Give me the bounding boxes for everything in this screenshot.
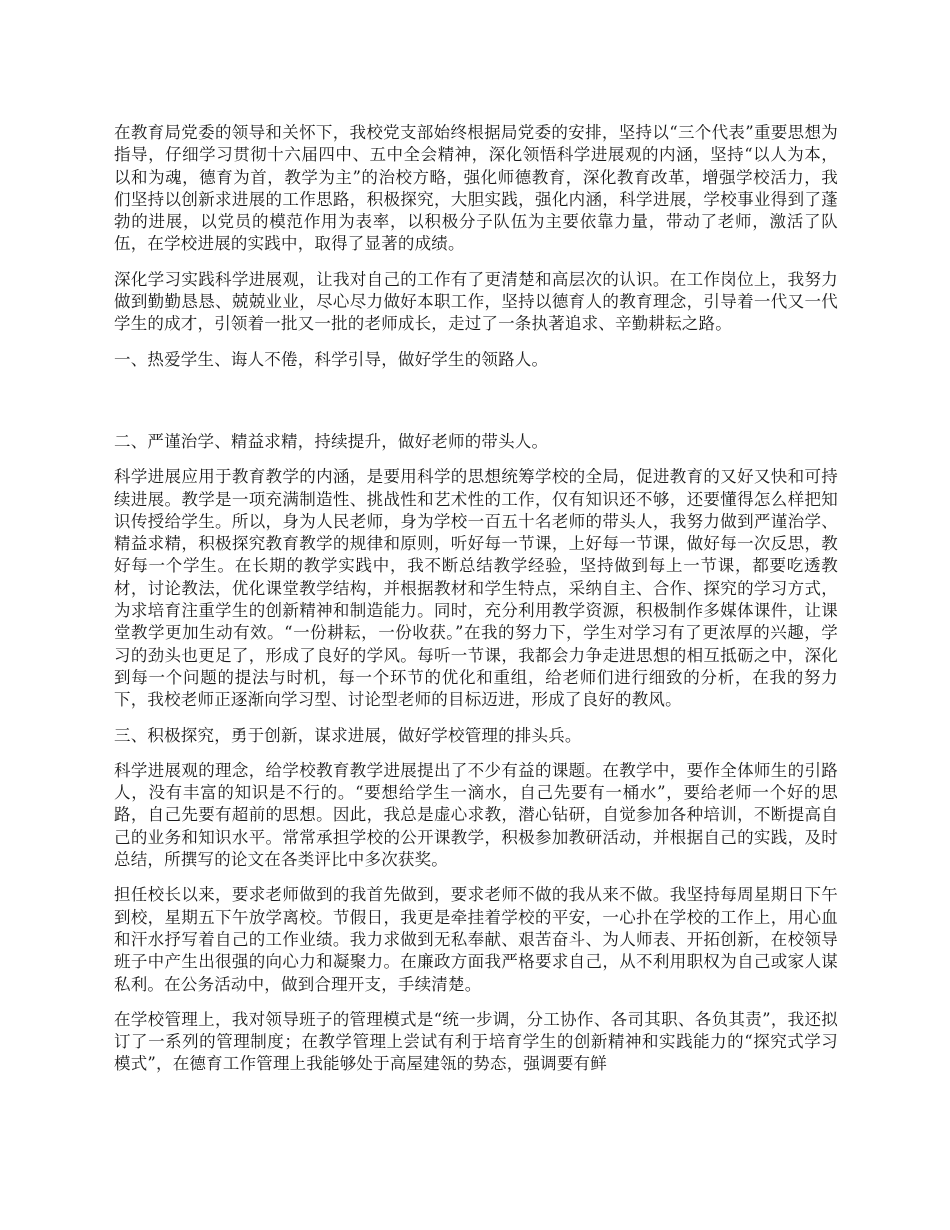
paragraph-principal: 担任校长以来，要求老师做到的我首先做到，要求老师不做的我从来不做。我坚持每周星期日下午到校，星期五下午放学离校。节假日，我更是牵挂着学校的平安，一心扑在学校的工作上，用心血和汗水抒写着自己的工作业绩。我力求做到无私奉献、艰苦奋斗、为人师表、开拓创新，在校领导班子中产生出很强的向心力和凝聚力。在廉政方面我严格要求自己，从不利用职权为自己或家人谋私利。在公务活动中，做到合理开支，手续清楚。 bbox=[114, 885, 838, 994]
section-heading-1: 一、热爱学生、诲人不倦，科学引导，做好学生的领路人。 bbox=[114, 349, 549, 369]
blank-space bbox=[114, 384, 838, 431]
paragraph-management: 在学校管理上，我对领导班子的管理模式是“统一步调，分工协作、各司其职、各负其责”，我还拟订了一系列的管理制度；在教学管理上尝试有利于培育学生的创新精神和实践能力的“探究式学习模式”，在德育工作管理上我能够处于高屋建瓴的势态，强调要有鲜 bbox=[114, 1009, 838, 1074]
section-heading-2: 二、严谨治学、精益求精，持续提升，做好老师的带头人。 bbox=[114, 431, 549, 451]
paragraph-teaching: 科学进展应用于教育教学的内涵，是要用科学的思想统筹学校的全局，促进教育的又好又快和可持续进展。教学是一项充满制造性、挑战性和艺术性的工作，仅有知识还不够，还要懂得怎么样把知识传授给学生。所以，身为人民老师，身为学校一百五十名老师的带头人，我努力做到严谨治学、精益求精，积极探究教育教学的规律和原则，听好每一节课，上好每一节课，做好每一次反思，教好每一个学生。在长期的教学实践中，我不断总结教学经验，坚持做到每上一节课，都要吃透教材，讨论教法，优化课堂教学结构，并根据教材和学生特点，采纳自主、合作、探究的学习方式，为求培育注重学生的创新精神和制造能力。同时，充分利用教学资源，积极制作多媒体课件，让课堂教学更加生动有效。“一份耕耘，一份收获。”在我的努力下，学生对学习有了更浓厚的兴趣，学习的劲头也更足了，形成了良好的学风。每听一节课，我都会力争走进思想的相互抵砺之中，深化到每一个问题的提法与时机，每一个环节的优化和重组，给老师们进行细致的分析，在我的努力下，我校老师正逐渐向学习型、讨论型老师的目标迈进，形成了良好的教风。 bbox=[114, 467, 838, 710]
paragraph-understanding: 深化学习实践科学进展观，让我对自己的工作有了更清楚和高层次的认识。在工作岗位上，我努力做到勤勤恳恳、兢兢业业，尽心尽力做好本职工作，坚持以德育人的教育理念，引导着一代又一代学生的成才，引领着一批又一批的老师成长，走过了一条执著追求、辛勤耕耘之路。 bbox=[114, 269, 838, 334]
paragraph-innovation: 科学进展观的理念，给学校教育教学进展提出了不少有益的课题。在教学中，要作全体师生的引路人，没有丰富的知识是不行的。“要想给学生一滴水，自己先要有一桶水”，要给老师一个好的思路，自己先要有超前的思想。因此，我总是虚心求教，潜心钻研，自觉参加各种培训，不断提高自己的业务和知识水平。常常承担学校的公开课教学，积极参加教研活动，并根据自己的实践，及时总结，所撰写的论文在各类评比中多次获奖。 bbox=[114, 760, 838, 870]
paragraph-intro: 在教育局党委的领导和关怀下，我校党支部始终根据局党委的安排，坚持以“三个代表”重要思想为指导，仔细学习贯彻十六届四中、五中全会精神，深化领悟科学进展观的内涵，坚持“以人为本，以和为魂，德育为首，教学为主”的治校方略，强化师德教育，深化教育改革，增强学校活力，我们坚持以创新求进展的工作思路，积极探究，大胆实践，强化内涵，科学进展，学校事业得到了蓬勃的进展，以党员的模范作用为表率，以积极分子队伍为主要依靠力量，带动了老师，激活了队伍，在学校进展的实践中，取得了显著的成绩。 bbox=[114, 123, 838, 254]
document-body bbox=[114, 122, 838, 1089]
section-heading-3: 三、积极探究，勇于创新，谋求进展，做好学校管理的排头兵。 bbox=[114, 725, 582, 745]
